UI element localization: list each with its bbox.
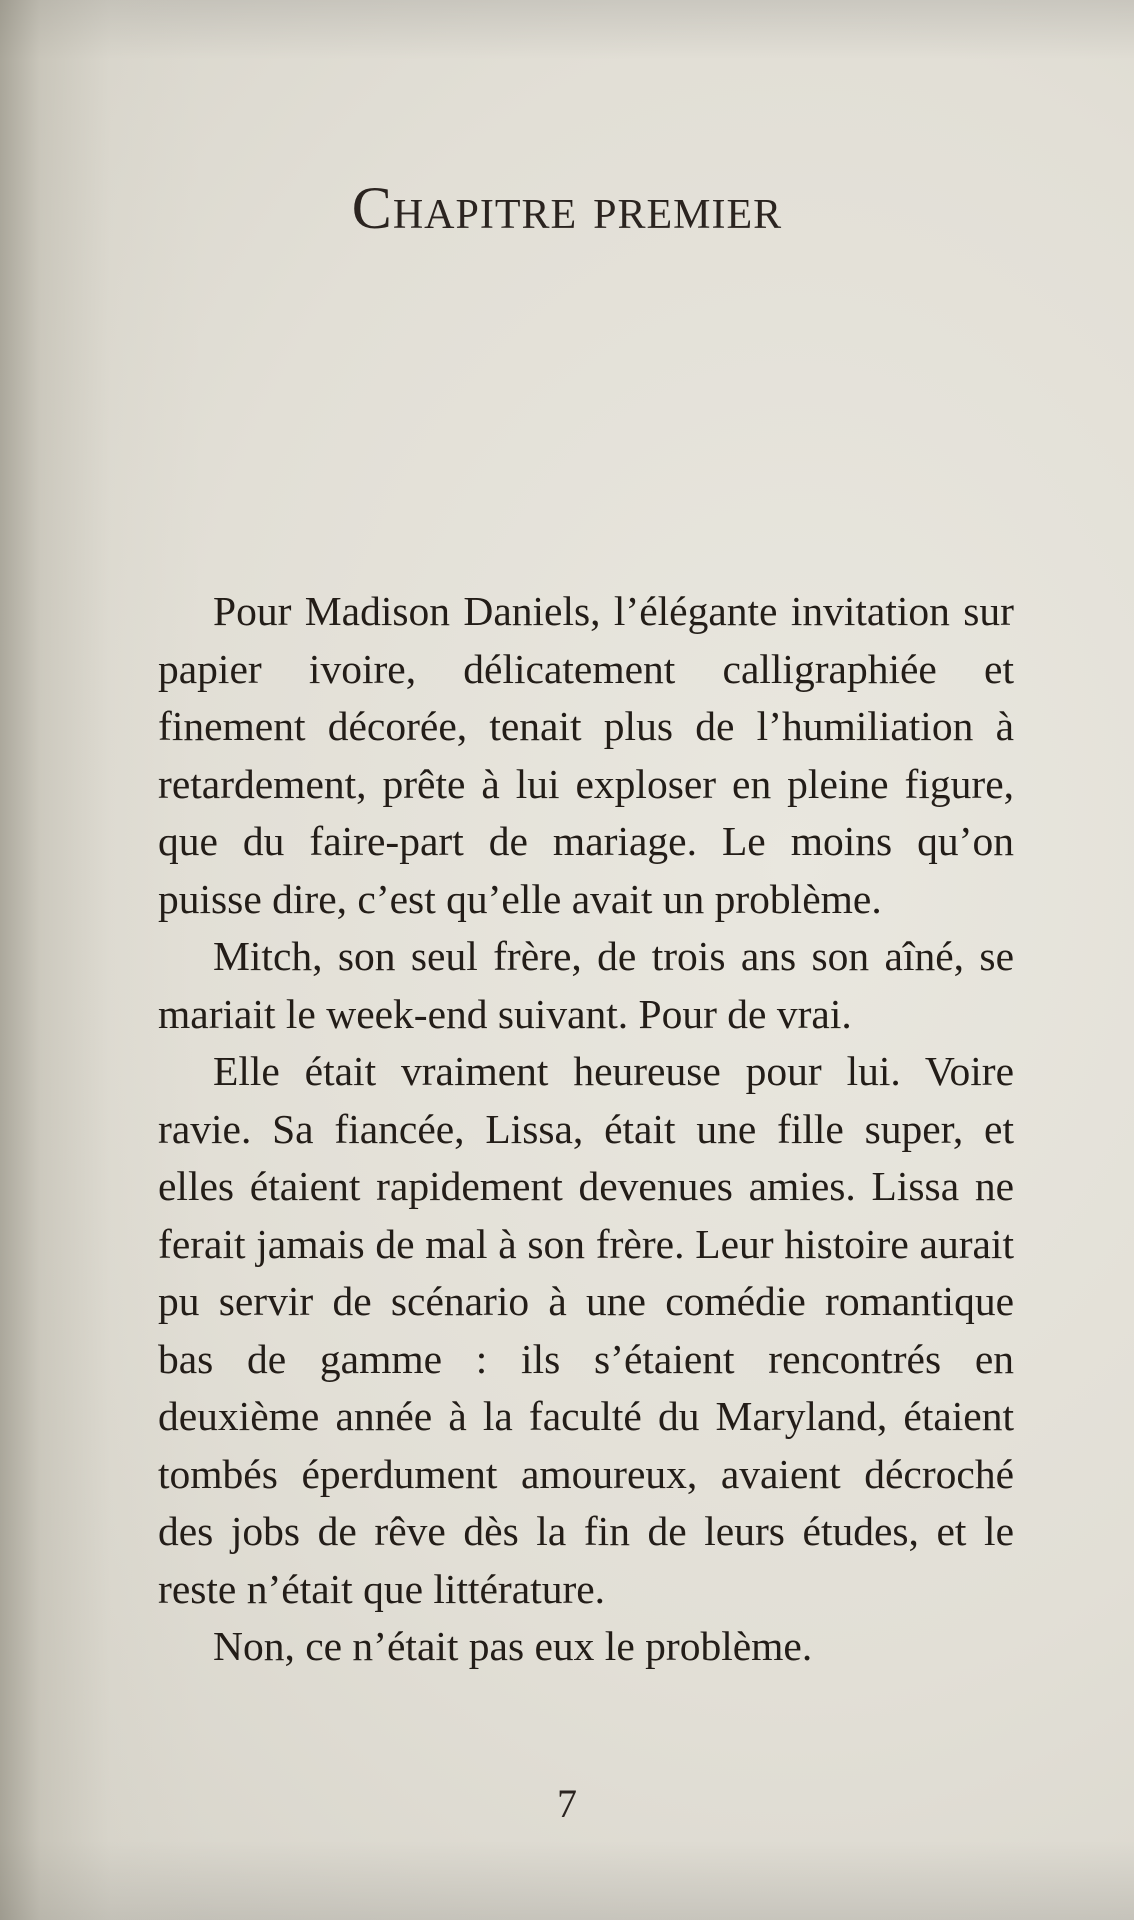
- paragraph: Elle était vraiment heureuse pour lui. Voire ravie. Sa fiancée, Lissa, était une fille super, et elles étaient rapidement devenues amies. Lissa ne ferait jamais de mal à son frère. Leur histoire aurait pu servir de scénario à une comédie romantique bas de gamme : ils s’étaient rencontrés en deuxième année à la faculté du Maryland, étaient tombés éperdument amoureux, avaient décroché des jobs de rêve dès la fin de leurs études, et le reste n’était que littérature.: [158, 1048, 1014, 1612]
- chapter-title: Chapitre premier: [351, 175, 783, 241]
- page-number: 7: [557, 1781, 577, 1826]
- paragraph: Mitch, son seul frère, de trois ans son aîné, se mariait le week-end suivant. Pour de vrai.: [158, 933, 1014, 1037]
- paragraph: Non, ce n’était pas eux le problème.: [213, 1623, 813, 1669]
- body-text: [158, 583, 1014, 1676]
- paragraph: Pour Madison Daniels, l’élégante invitation sur papier ivoire, délicatement calligraphiée et finement décorée, tenait plus de l’humiliation à retardement, prête à lui exploser en pleine figure, que du faire-part de mariage. Le moins qu’on puisse dire, c’est qu’elle avait un problème.: [158, 588, 1014, 922]
